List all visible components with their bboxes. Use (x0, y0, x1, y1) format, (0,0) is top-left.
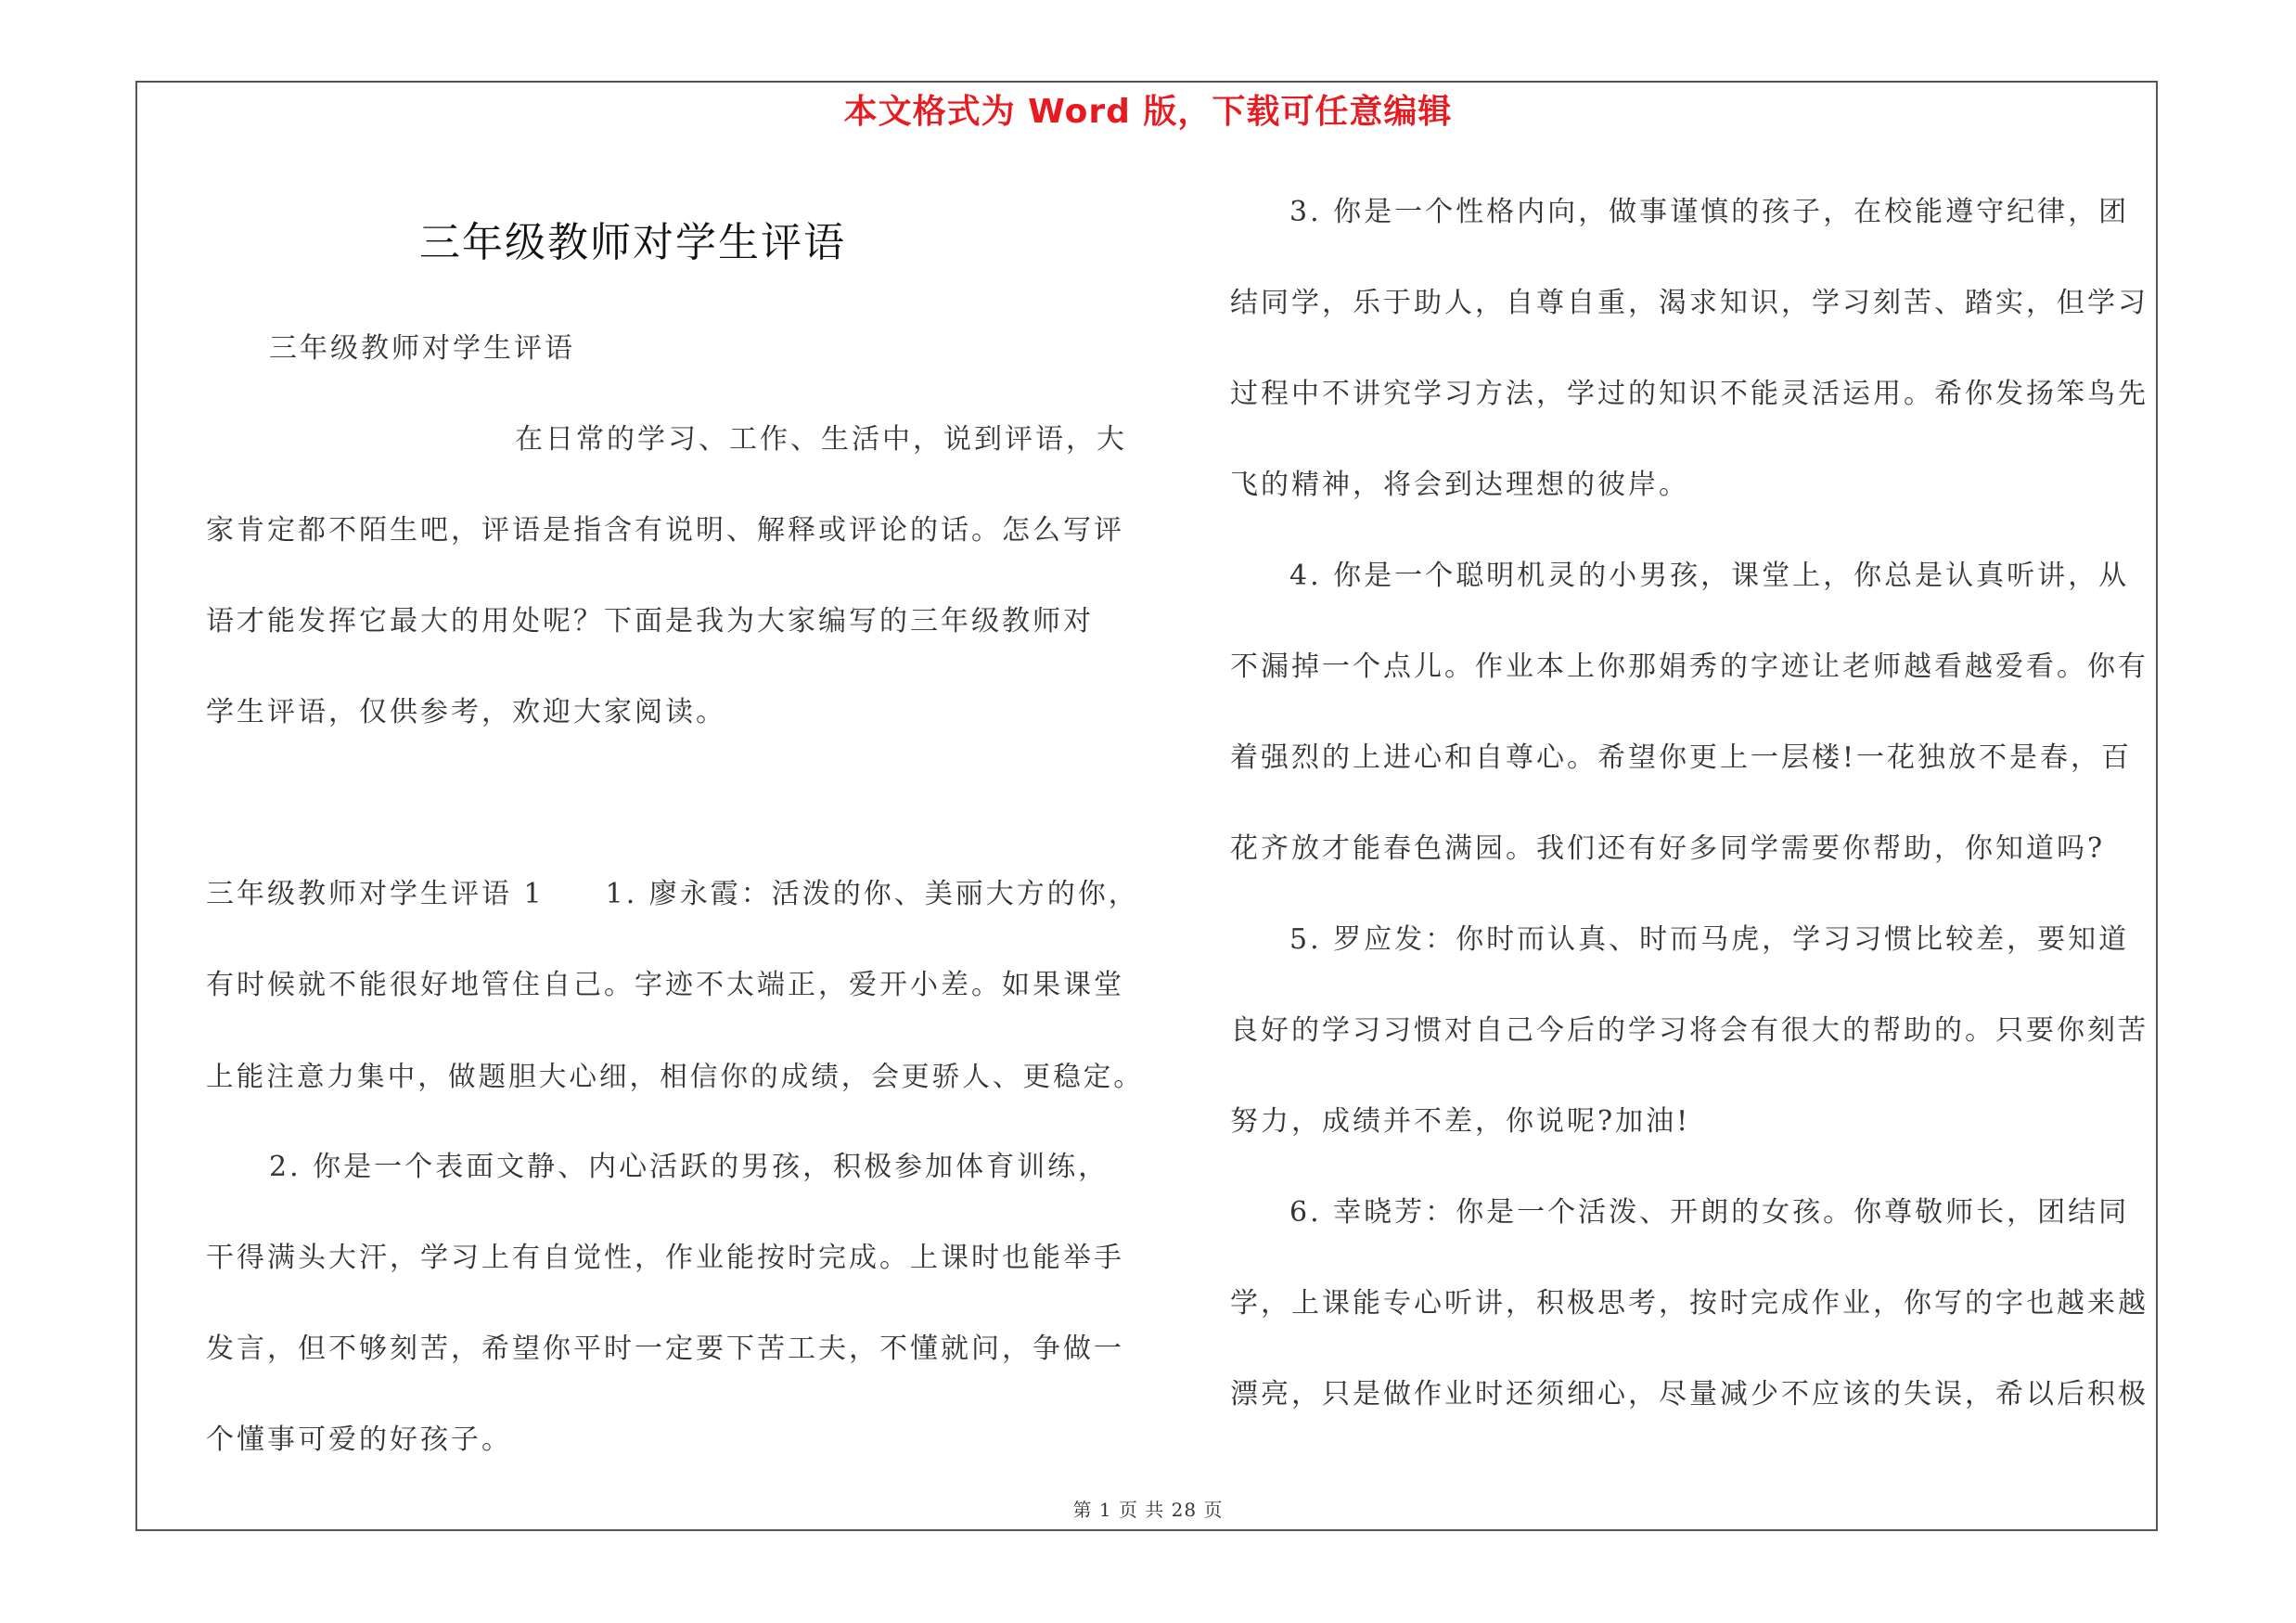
left-line: 语才能发挥它最大的用处呢？下面是我为大家编写的三年级教师对 (206, 605, 1094, 638)
left-line: 学生评语，仅供参考，欢迎大家阅读。 (206, 696, 726, 728)
right-line: 5. 罗应发：你时而认真、时而马虎，学习习惯比较差，要知道 (1289, 923, 2130, 956)
right-line: 花齐放才能春色满园。我们还有好多同学需要你帮助，你知道吗? (1230, 832, 2106, 865)
right-line: 学，上课能专心听讲，积极思考，按时完成作业，你写的字也越来越 (1230, 1287, 2148, 1320)
right-line: 不漏掉一个点儿。作业本上你那娟秀的字迹让老师越看越爱看。你有 (1230, 650, 2148, 683)
right-line: 过程中不讲究学习方法，学过的知识不能灵活运用。希你发扬笨鸟先 (1230, 378, 2148, 410)
right-line: 4. 你是一个聪明机灵的小男孩，课堂上，你总是认真听讲，从 (1289, 560, 2130, 592)
left-line: 家肯定都不陌生吧，评语是指含有说明、解释或评论的话。怎么写评 (206, 514, 1124, 547)
right-line: 良好的学习习惯对自己今后的学习将会有很大的帮助的。只要你刻苦 (1230, 1014, 2148, 1047)
right-line: 6. 幸晓芳：你是一个活泼、开朗的女孩。你尊敬师长，团结同 (1289, 1196, 2130, 1229)
left-line: 在日常的学习、工作、生活中，说到评语，大 (515, 423, 1127, 456)
left-line: 有时候就不能很好地管住自己。字迹不太端正，爱开小差。如果课堂 (206, 969, 1124, 1001)
right-line: 着强烈的上进心和自尊心。希望你更上一层楼!一花独放不是春，百 (1230, 741, 2133, 774)
right-line: 3. 你是一个性格内向，做事谨慎的孩子，在校能遵守纪律，团 (1289, 196, 2130, 228)
right-line: 漂亮，只是做作业时还须细心，尽量减少不应该的失误，希以后积极 (1230, 1378, 2148, 1410)
right-line: 结同学，乐于助人，自尊自重，渴求知识，学习刻苦、踏实，但学习 (1230, 287, 2148, 319)
left-line: 2. 你是一个表面文静、内心活跃的男孩，积极参加体育训练， (269, 1151, 1110, 1183)
left-line: 个懂事可爱的好孩子。 (206, 1423, 512, 1456)
right-line: 飞的精神，将会到达理想的彼岸。 (1230, 469, 1689, 501)
right-line: 努力，成绩并不差，你说呢?加油! (1230, 1105, 1691, 1138)
left-line: 发言，但不够刻苦，希望你平时一定要下苦工夫，不懂就问，争做一 (206, 1333, 1124, 1365)
left-line: 三年级教师对学生评语 (269, 332, 575, 365)
document-title: 三年级教师对学生评语 (419, 219, 846, 266)
page-number-footer: 第 1 页 共 28 页 (1072, 1499, 1224, 1521)
left-line: 干得满头大汗，学习上有自觉性，作业能按时完成。上课时也能举手 (206, 1242, 1124, 1274)
left-line: 三年级教师对学生评语 1 1. 廖永霞：活泼的你、美丽大方的你， (206, 878, 1139, 910)
left-line: 上能注意力集中，做题胆大心细，相信你的成绩，会更骄人、更稳定。 (206, 1061, 1144, 1092)
format-banner: 本文格式为 Word 版，下载可任意编辑 (843, 93, 1453, 131)
